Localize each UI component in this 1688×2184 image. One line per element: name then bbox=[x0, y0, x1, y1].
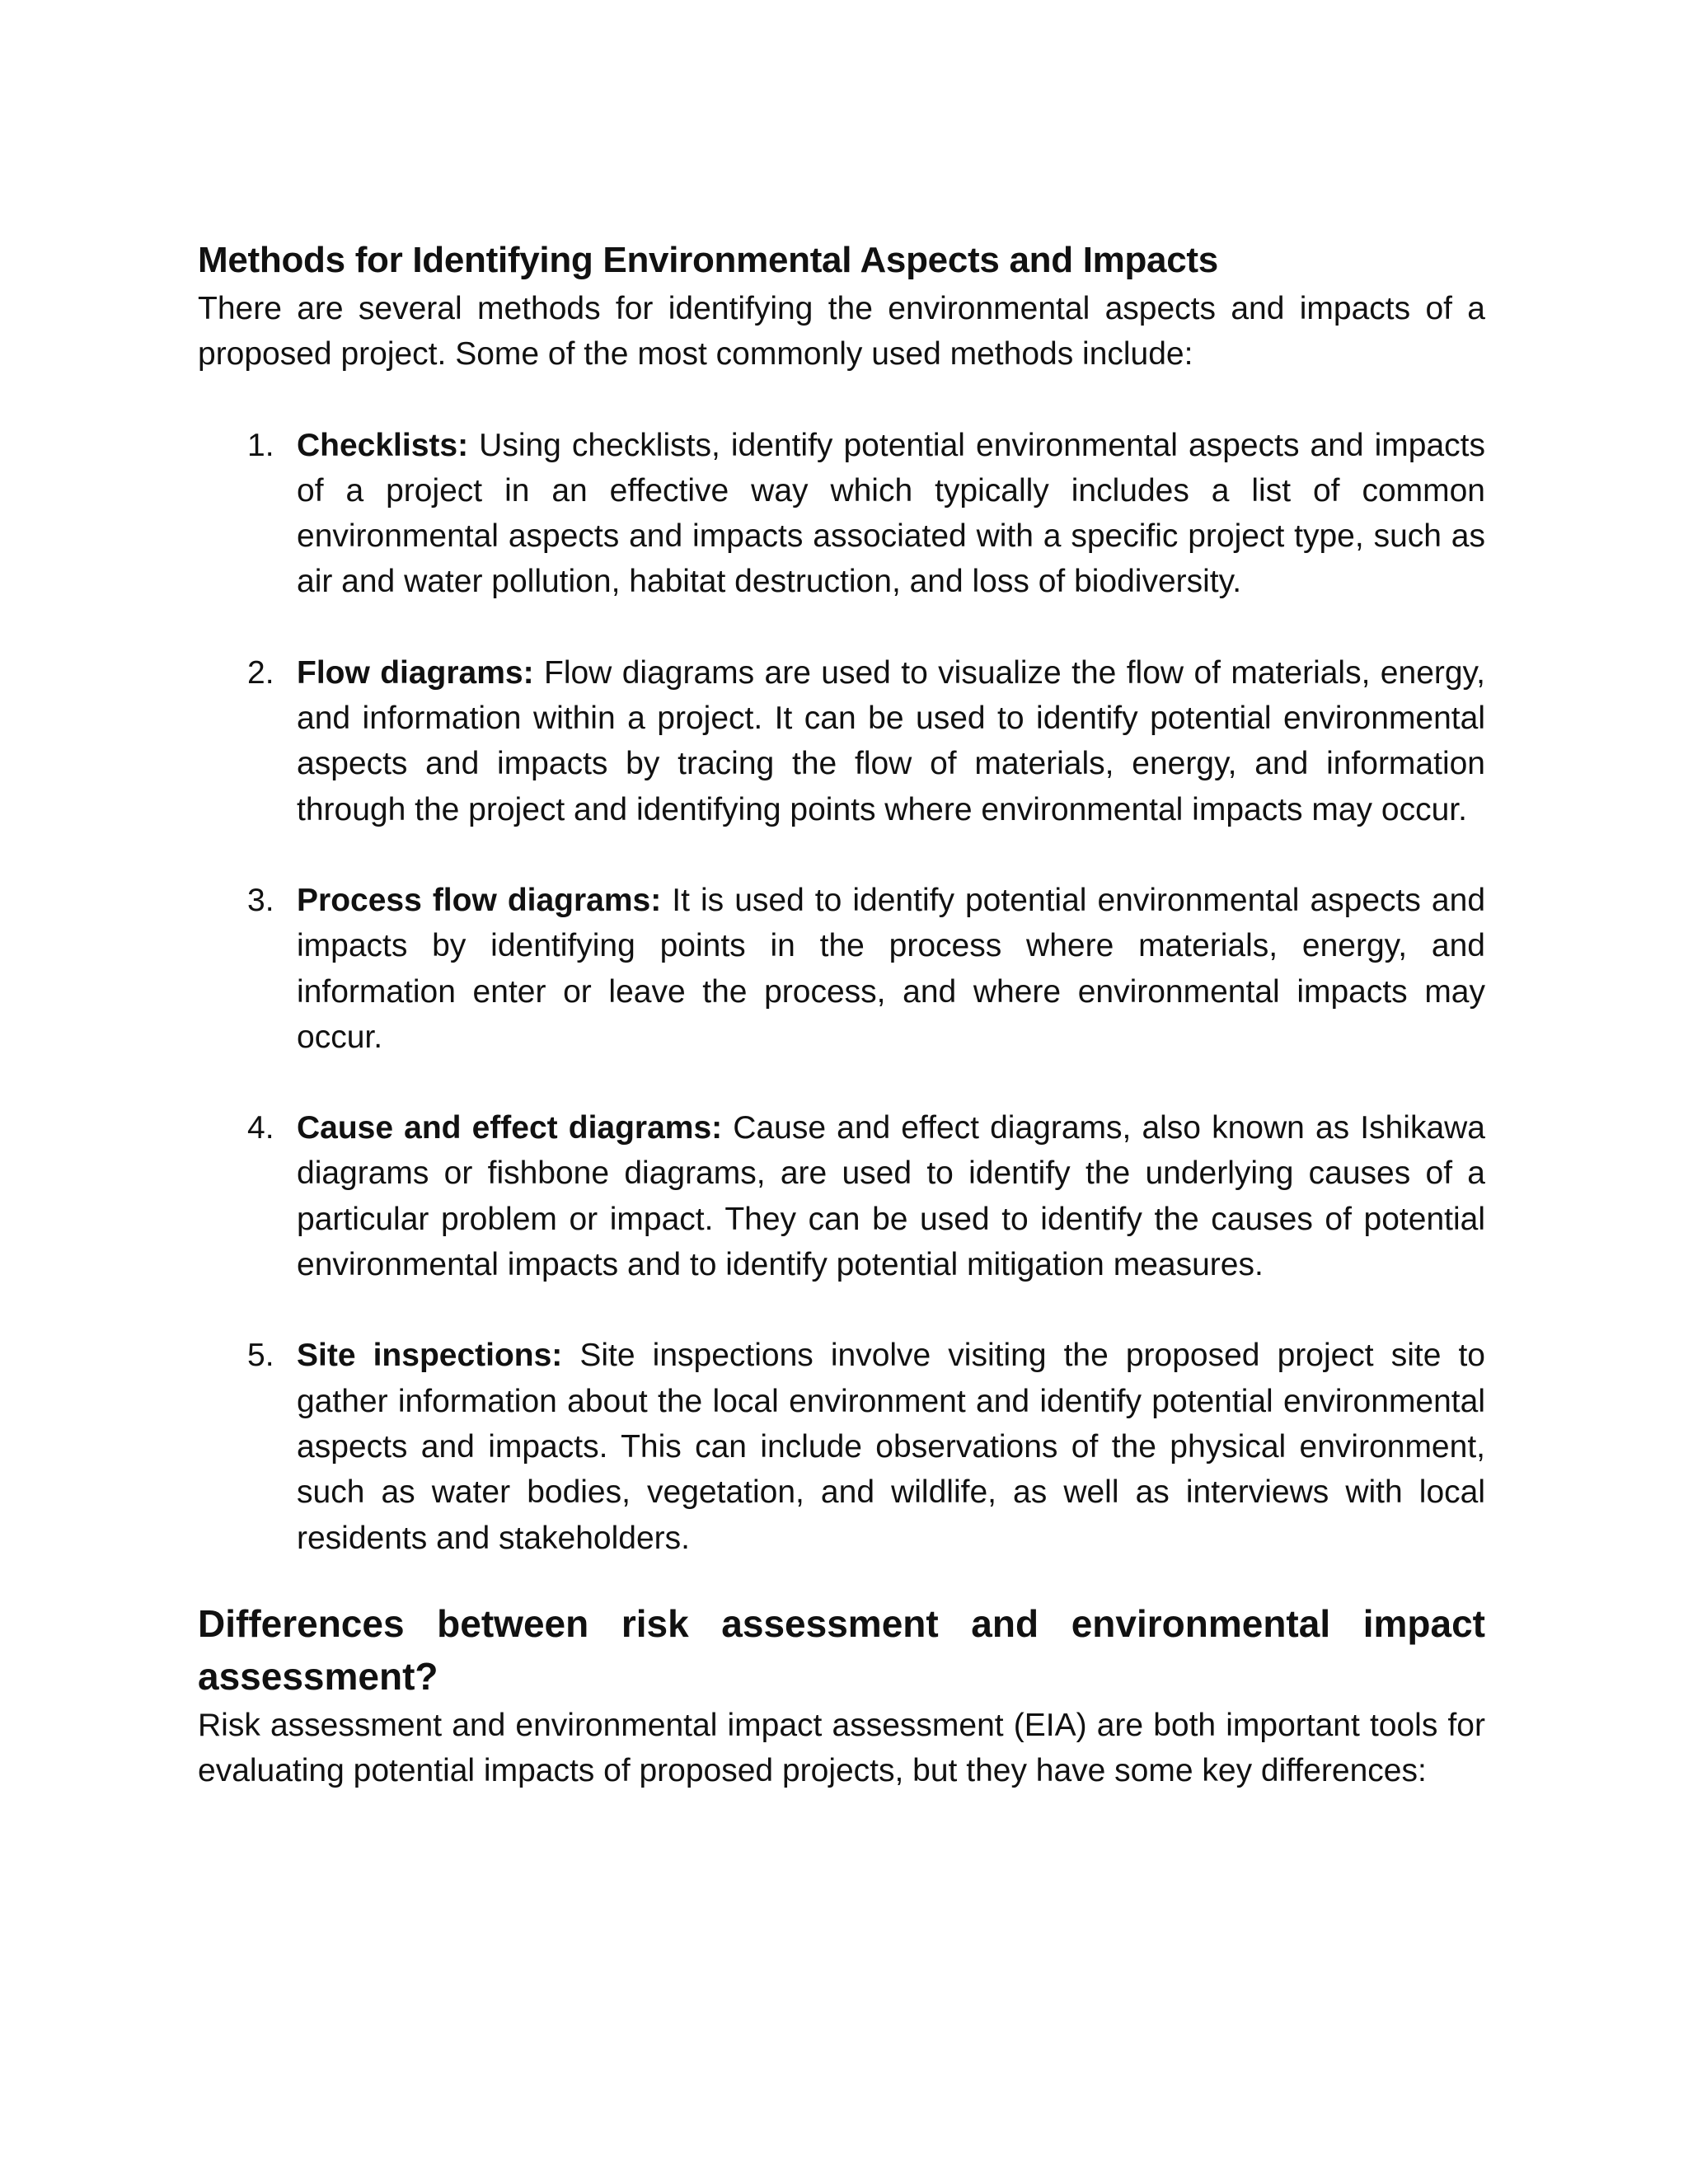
list-number: 4. bbox=[247, 1110, 274, 1146]
list-number: 1. bbox=[247, 427, 274, 463]
method-term: Process flow diagrams: bbox=[297, 882, 673, 918]
section-title-differences: Differences between risk assessment and environmental impact assessment? bbox=[198, 1601, 1485, 1698]
method-description: Site inspections involve visiting the proposed project site to gather information about the local environment and identify potential environmental aspects and impacts. This can include observations of the physical environment, such as water bodies, vegetation, and wildlife, as well as interviews with local residents and stakeholders. bbox=[297, 1338, 1485, 1556]
document-page bbox=[198, 235, 1485, 1793]
section-title-methods: Methods for Identifying Environmental Aspects and Impacts bbox=[198, 240, 1218, 280]
list-item bbox=[198, 423, 1485, 605]
method-term: Flow diagrams: bbox=[297, 654, 544, 691]
method-description: Flow diagrams are used to visualize the flow of materials, energy, and information within a project. It can be used to identify potential environmental aspects and impacts by tracing the flow of materials, energy, and information through the project and identifying points where environmental impacts may occur. bbox=[297, 654, 1485, 827]
intro-paragraph: There are several methods for identifying the environmental aspects and impacts of a proposed project. Some of the most commonly used methods include: bbox=[198, 291, 1485, 373]
list-number: 3. bbox=[247, 882, 274, 918]
list-item bbox=[198, 878, 1485, 1060]
list-item bbox=[198, 1105, 1485, 1287]
list-number: 2. bbox=[247, 654, 274, 691]
list-item bbox=[198, 1333, 1485, 1560]
method-term: Checklists: bbox=[297, 427, 480, 463]
list-number: 5. bbox=[247, 1338, 274, 1374]
list-item bbox=[198, 650, 1485, 832]
methods-list bbox=[198, 423, 1485, 1561]
method-description: It is used to identify potential environmental aspects and impacts by identifying points in the process where materials, energy, and information enter or leave the process, and where environmental impacts may occur. bbox=[297, 882, 1486, 1055]
differences-paragraph: Risk assessment and environmental impact assessment (EIA) are both important tools for evaluating potential impacts of proposed projects, but they have some key differences: bbox=[198, 1707, 1485, 1789]
method-term: Cause and effect diagrams: bbox=[297, 1110, 734, 1146]
method-description: Using checklists, identify potential environmental aspects and impacts of a project in an effective way which typically includes a list of common environmental aspects and impacts associated with a specific project type, such as air and water pollution, habitat destruction, and loss of biodiversity. bbox=[297, 427, 1485, 600]
method-description: Cause and effect diagrams, also known as Ishikawa diagrams or fishbone diagrams, are used to identify the underlying causes of a particular problem or impact. They can be used to identify the causes of potential environmental impacts and to identify potential mitigation measures. bbox=[297, 1110, 1485, 1283]
method-term: Site inspections: bbox=[297, 1338, 580, 1374]
